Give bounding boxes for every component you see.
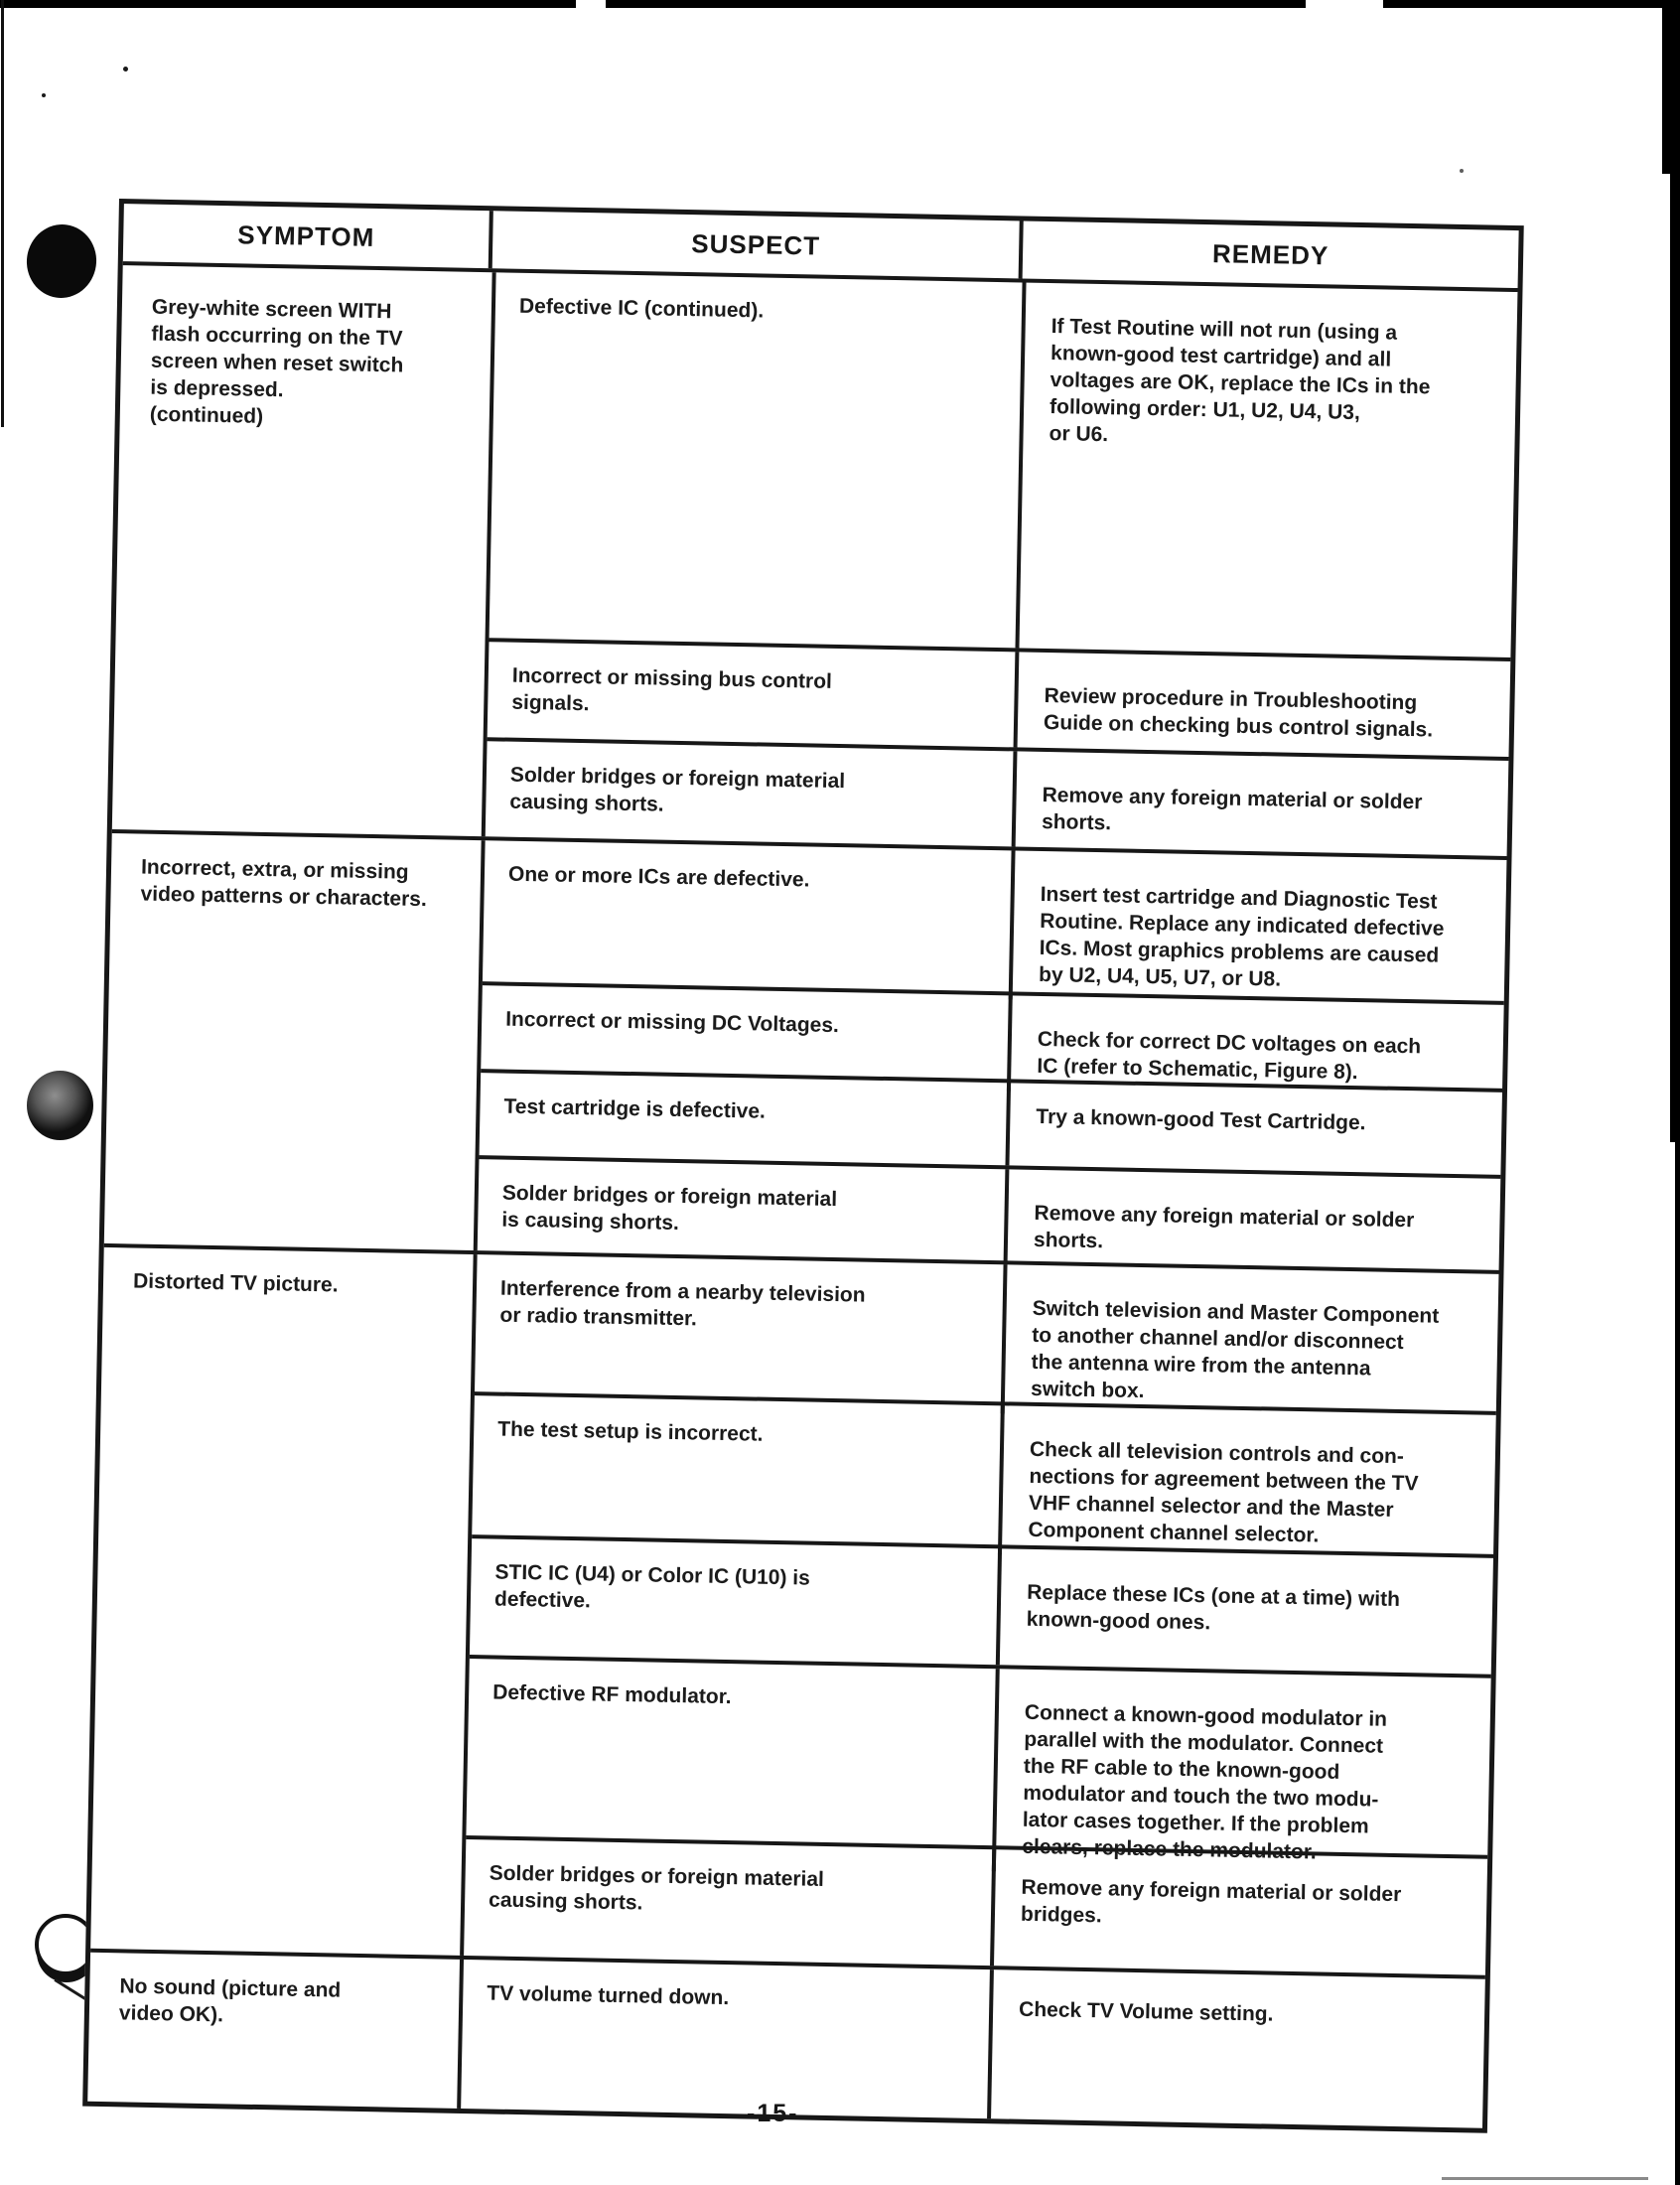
table-row-group: [90, 1243, 1498, 1975]
remedy-cell: Remove any foreign material or solder bridges.: [1020, 1875, 1402, 1928]
symptom-cell: Distorted TV picture.: [90, 1247, 477, 1956]
table-row-group: [112, 261, 1518, 856]
table-row: [466, 1655, 1490, 1864]
remedy-cell: Check TV Volume setting.: [1018, 1997, 1274, 2026]
scan-speck: [1460, 169, 1464, 173]
remedy-cell: Switch television and Master Component to another channel and/or disconnect the antenna wire from the antenna switch box.: [1030, 1296, 1440, 1403]
suspect-cell: Test cartridge is defective.: [480, 1073, 1011, 1165]
scan-edge-top-gap: [1306, 0, 1383, 8]
page-number: -15-: [747, 2100, 799, 2127]
suspect-cell: Solder bridges or foreign material is causing shorts.: [478, 1159, 1010, 1264]
scan-edge-top: [0, 0, 1680, 8]
hole-punch-speckled-icon: [27, 1071, 93, 1140]
symptom-cell: Incorrect, extra, or missing video patterns or characters.: [104, 833, 486, 1250]
suspect-cell: Defective IC (continued).: [490, 272, 1027, 648]
suspect-cell: Interference from a nearby television or radio transmitter.: [475, 1254, 1008, 1413]
header-symptom: SYMPTOM: [123, 204, 493, 268]
table-row-group: [104, 829, 1507, 1270]
suspect-cell: Incorrect or missing bus control signals.: [488, 642, 1020, 747]
scan-artifact-line: [1442, 2177, 1648, 2180]
troubleshooting-table: [82, 199, 1524, 2133]
suspect-remedy-rows: [486, 272, 1518, 856]
table-row: [470, 1534, 1493, 1675]
hole-punch-filled-icon: [22, 219, 101, 302]
table-row: [464, 1835, 1487, 1975]
scan-edge-right: [1662, 0, 1680, 174]
table-row: [490, 272, 1518, 657]
suspect-cell: Solder bridges or foreign material causing shorts.: [486, 741, 1018, 846]
remedy-cell: Replace these ICs (one at a time) with known-good ones.: [1026, 1580, 1401, 1635]
header-suspect: SUSPECT: [492, 211, 1024, 278]
table-row: [475, 1254, 1498, 1411]
table-row: [483, 840, 1507, 1001]
remedy-cell: If Test Routine will not run (using a known-good test cartridge) and all voltages are OK, replace the ICs in the following order: U1, U2, U4, U3, or U6.: [1049, 315, 1431, 447]
table-row: [461, 1960, 1485, 2128]
remedy-cell: Remove any foreign material or solder shorts.: [1041, 783, 1423, 835]
remedy-cell: Insert test cartridge and Diagnostic Test Routine. Replace any indicated defective ICs. Most graphics problems are caused by U2, U4, U5, U7, or U8.: [1038, 882, 1445, 991]
suspect-remedy-rows: [464, 1254, 1498, 1975]
remedy-cell: Review procedure in Troubleshooting Guide on checking bus control signals.: [1043, 683, 1434, 742]
suspect-remedy-rows: [478, 840, 1507, 1270]
table-row: [478, 1155, 1501, 1270]
suspect-cell: Solder bridges or foreign material causing shorts.: [464, 1839, 996, 1966]
suspect-cell: One or more ICs are defective.: [483, 840, 1016, 999]
header-remedy: REMEDY: [1211, 237, 1330, 270]
suspect-remedy-rows: [461, 1960, 1485, 2128]
remedy-cell: Try a known-good Test Cartridge.: [1036, 1104, 1366, 1135]
scan-speck: [123, 67, 128, 72]
table-row: [472, 1391, 1496, 1554]
table-row: [488, 638, 1511, 757]
table-row: [486, 737, 1509, 856]
symptom-cell: Grey-white screen WITH flash occurring on the TV screen when reset switch is depressed. (continued): [112, 265, 496, 836]
remedy-cell: Check for correct DC voltages on each IC (refer to Schematic, Figure 8).: [1037, 1027, 1422, 1085]
suspect-cell: STIC IC (U4) or Color IC (U10) is defective.: [470, 1538, 1002, 1665]
suspect-cell: TV volume turned down.: [461, 1960, 994, 2118]
suspect-cell: Incorrect or missing DC Voltages.: [481, 985, 1013, 1091]
scan-edge-top-gap: [576, 0, 606, 8]
symptom-cell: No sound (picture and video OK).: [87, 1953, 464, 2109]
remedy-cell: Check all television controls and con- nections for agreement between the TV VHF channel selector and the Master Component channel selector.: [1028, 1437, 1419, 1547]
scan-edge-left: [1, 0, 4, 427]
remedy-cell: Remove any foreign material or solder shorts.: [1033, 1201, 1415, 1253]
suspect-cell: Defective RF modulator.: [466, 1659, 1000, 1871]
suspect-cell: The test setup is incorrect.: [472, 1395, 1005, 1554]
remedy-cell: Connect a known-good modulator in parallel with the modulator. Connect the RF cable to the known-good modulator and touch the two modu- lator cases together. If the problem clears, replace the modulator.: [1022, 1700, 1388, 1864]
scan-speck: [42, 93, 46, 97]
